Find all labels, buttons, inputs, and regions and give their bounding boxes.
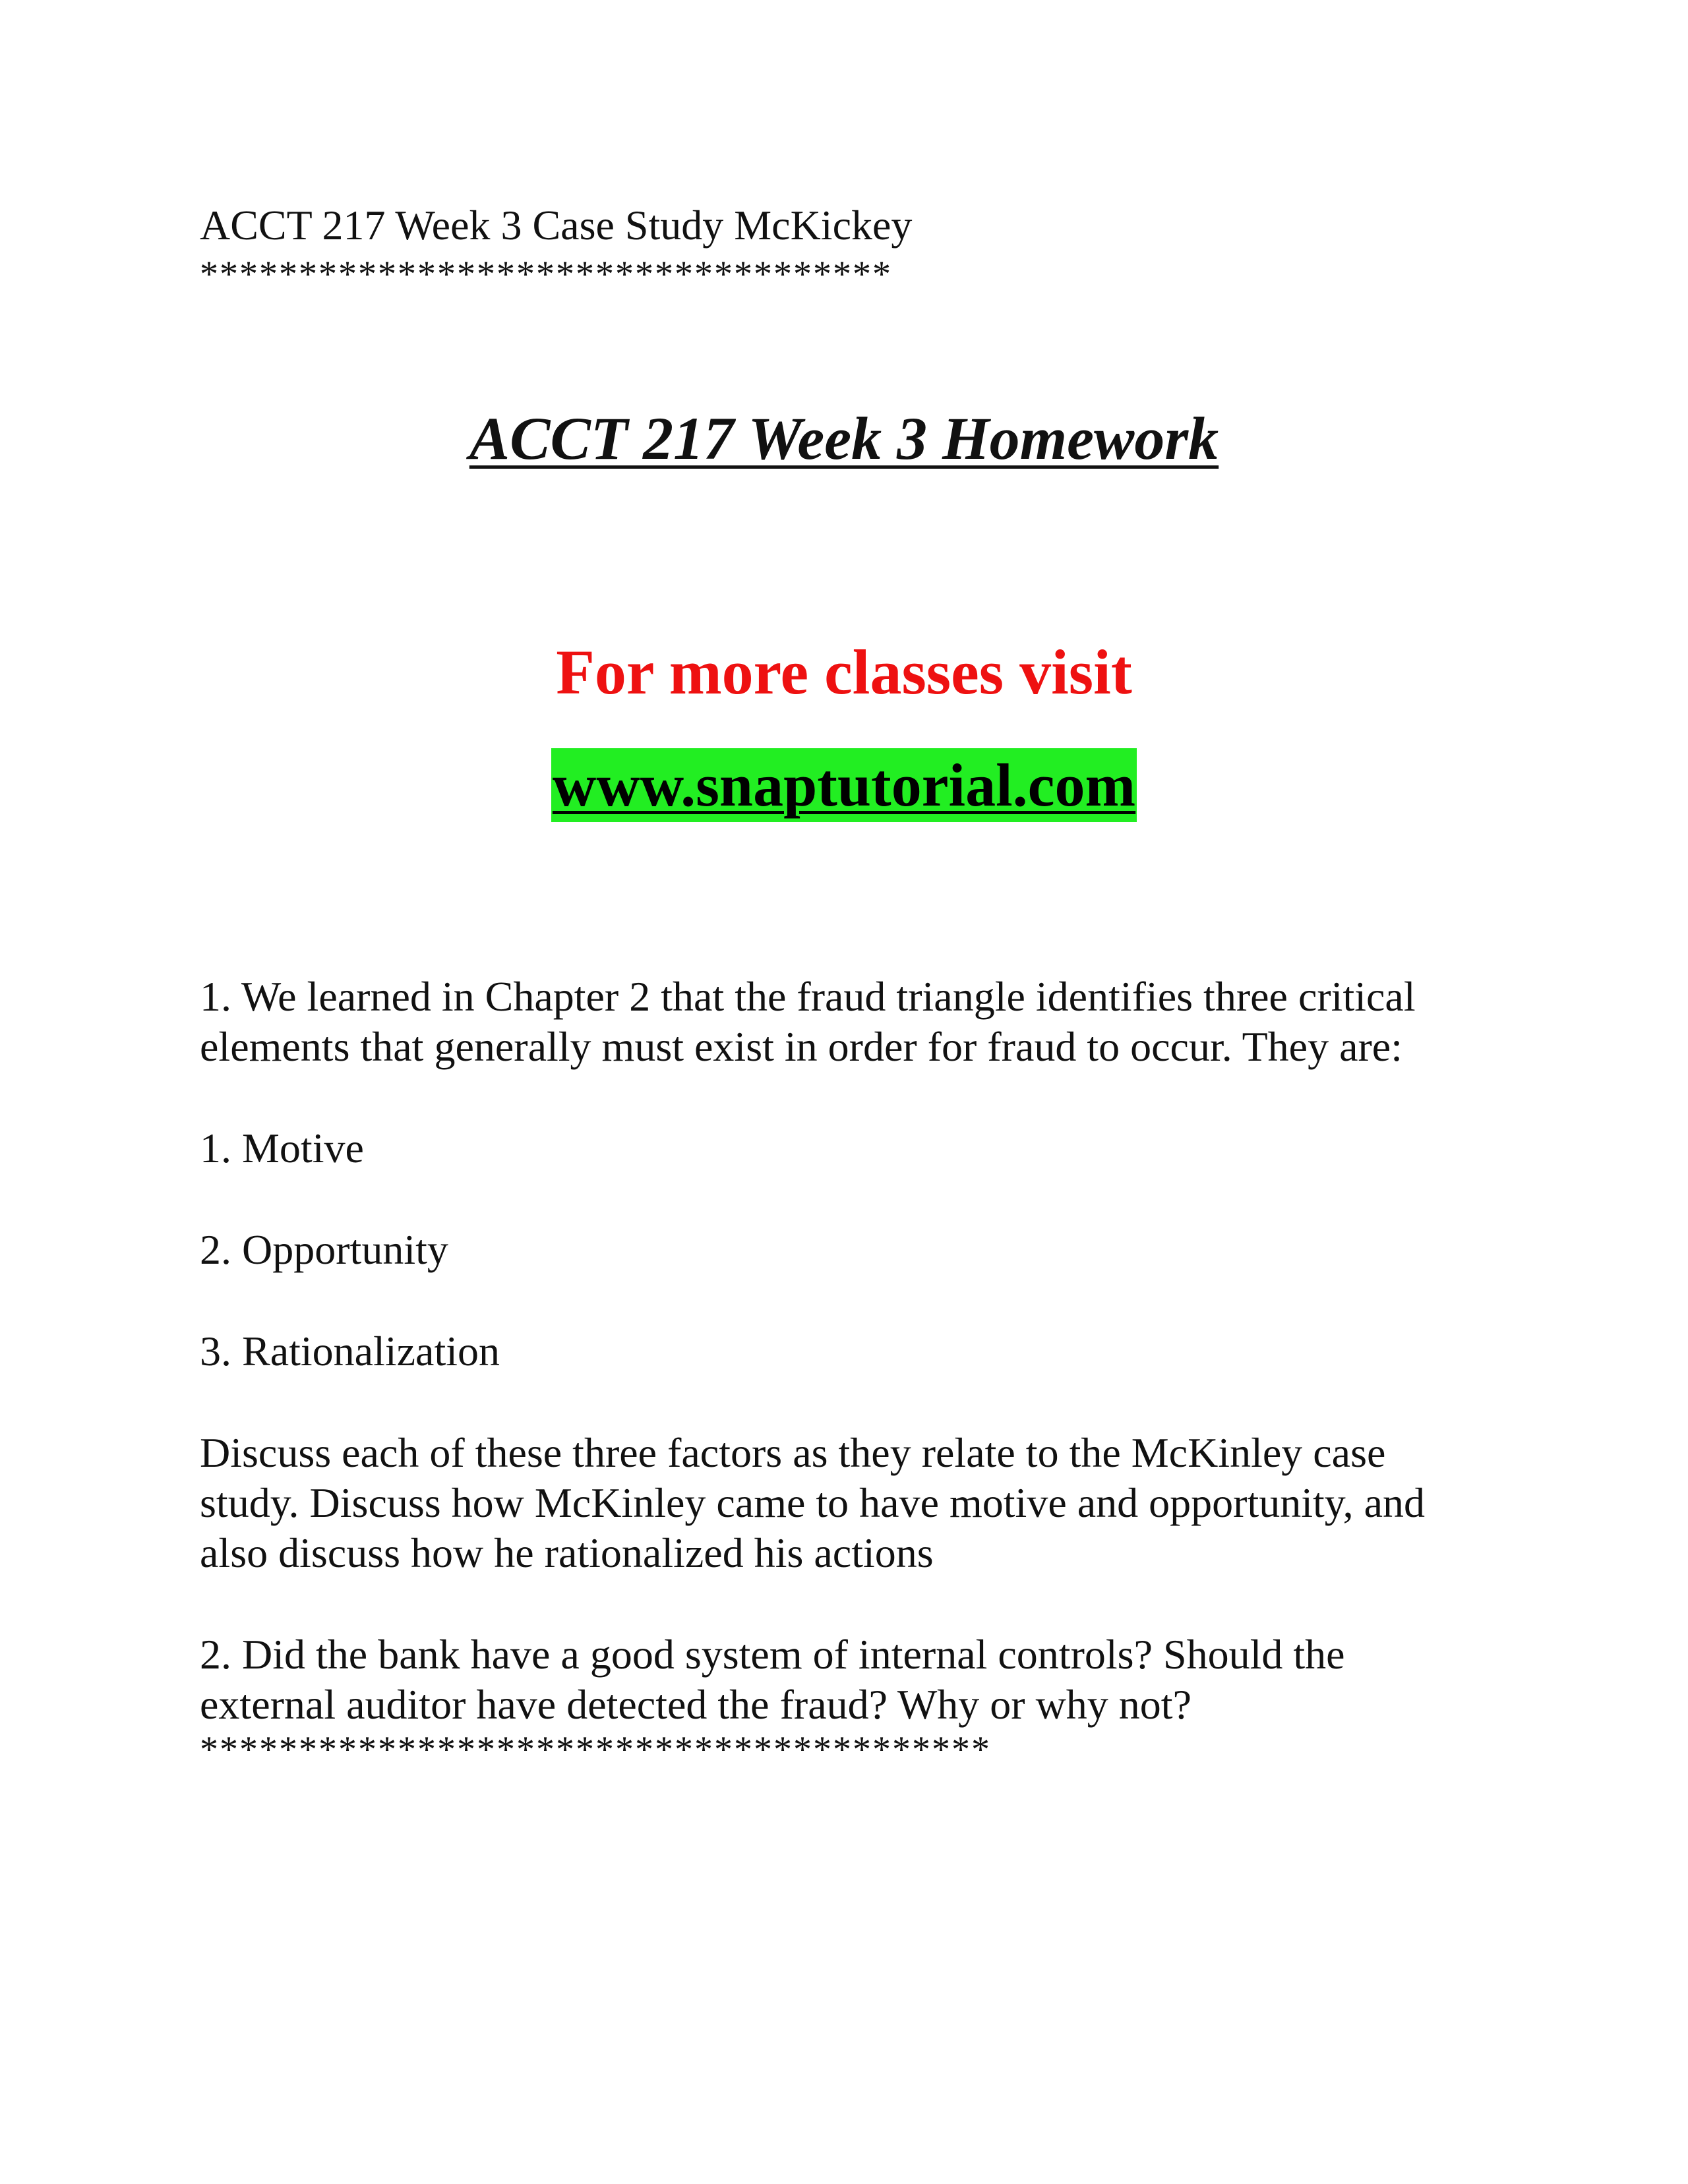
discuss-line3: also discuss how he rationalized his actions	[200, 1529, 934, 1576]
promo-link[interactable]: www.snaptutorial.com	[551, 748, 1137, 822]
promo-text: For more classes visit	[556, 637, 1132, 707]
discuss-line1: Discuss each of these three factors as they relate to the McKinley case	[200, 1429, 1386, 1476]
discuss-line2: study. Discuss how McKinley came to have motive and opportunity, and	[200, 1479, 1426, 1526]
stars-divider-top: ***********************************	[200, 254, 892, 295]
question1-line1: 1. We learned in Chapter 2 that the fraud triangle identifies three critical	[200, 973, 1416, 1020]
question2-line2: external auditor have detected the fraud? Why or why not?	[200, 1681, 1191, 1728]
list-item-rationalization: 3. Rationalization	[200, 1328, 500, 1374]
promo-link-wrapper	[0, 748, 1688, 822]
homework-title: ACCT 217 Week 3 Homework	[469, 405, 1219, 472]
question1-line2: elements that generally must exist in order for fraud to occur. They are:	[200, 1023, 1402, 1070]
list-item-motive: 1. Motive	[200, 1125, 364, 1171]
header-title: ACCT 217 Week 3 Case Study McKickey	[200, 202, 913, 249]
stars-divider-bottom: ****************************************	[200, 1729, 991, 1770]
list-item-opportunity: 2. Opportunity	[200, 1226, 448, 1273]
question2-line1: 2. Did the bank have a good system of internal controls? Should the	[200, 1631, 1345, 1678]
